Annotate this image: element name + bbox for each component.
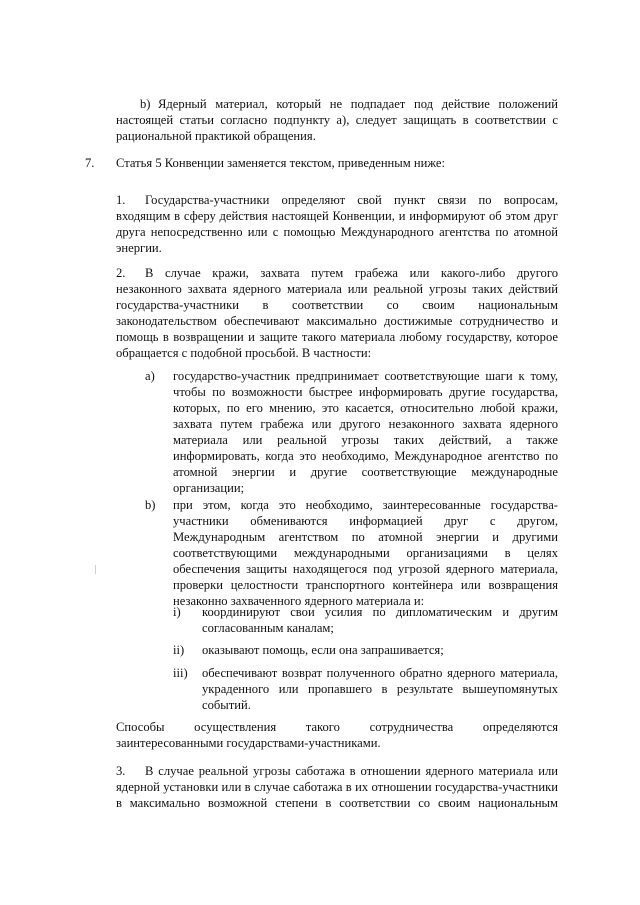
item-7-text: Статья 5 Конвенции заменяется текстом, приведенным ниже: bbox=[116, 156, 445, 170]
art5-p2-b-i-text: координируют свои усилия по дипломатическим и другим согласованным каналам; bbox=[202, 605, 558, 635]
art5-p2-closing: Способы осуществления такого сотрудничества определяются заинтересованными государствами-участниками. bbox=[116, 720, 558, 750]
art5-p1-number: 1. bbox=[116, 193, 126, 207]
art5-p2-b-iii-marker: iii) bbox=[173, 666, 188, 680]
art5-p2-b-i-marker: i) bbox=[173, 605, 181, 619]
art5-p2-text: В случае кражи, захвата путем грабежа или какого-либо другого незаконного захвата ядерного материала или реальной угрозы таких действий государства-участники в соответствии со своим национальным законодательством обеспечивают максимально достижимые сотрудничество и помощь в возвращении и защите такого материала любому государству, которое обращается с подобной просьбой. В частности: bbox=[116, 266, 558, 360]
scan-speck bbox=[95, 565, 96, 574]
art5-p2-number: 2. bbox=[116, 266, 126, 280]
art5-p2-a-text: государство-участник предпринимает соответствующие шаги к тому, чтобы по возможности быстрее информировать другие государства, которых, по его мнению, это касается, относительно любой кражи, захвата путем грабежа или другого незаконного захвата ядерного материала или реальной угрозы таких действий, а также информировать, когда это необходимо, Международное агентство по атомной энергии и другие соответствующие международные организации; bbox=[173, 369, 558, 495]
art5-p2-b-ii-text: оказывают помощь, если она запрашивается; bbox=[202, 643, 444, 657]
para-b-text: Ядерный материал, который не подпадает под действие положений настоящей статьи согласно подпункту а), следует защищать в соответствии с рациональной практикой обращения. bbox=[116, 97, 558, 143]
art5-p2-a-marker: a) bbox=[145, 369, 155, 383]
art5-p3-number: 3. bbox=[116, 764, 126, 778]
art5-p2-b-text: при этом, когда это необходимо, заинтересованные государства-участники обмениваются информацией друг с другом, Международным агентством по атомной энергии и другими соответствующими международными организациями в целях обеспечения защиты находящегося под угрозой ядерного материала, проверки целостности транспортного контейнера или возвращения незаконно захваченного ядерного материала и: bbox=[173, 498, 558, 608]
art5-p2-b-ii-marker: ii) bbox=[173, 643, 185, 657]
item-7-number: 7. bbox=[85, 156, 95, 170]
art5-p2-b-marker: b) bbox=[145, 498, 156, 512]
para-b-marker: b) bbox=[140, 97, 151, 111]
art5-p2-b-iii-text: обеспечивают возврат полученного обратно ядерного материала, украденного или пропавшего в результате вышеупомянутых событий. bbox=[202, 666, 558, 712]
art5-p3-text: В случае реальной угрозы саботажа в отношении ядерного материала или ядерной установки или в случае саботажа в их отношении государства-участники в максимально возможной степени в соответствии со своим национальным bbox=[116, 764, 558, 810]
art5-p1-text: Государства-участники определяют свой пункт связи по вопросам, входящим в сферу действия настоящей Конвенции, и информируют об этом друг друга непосредственно или с помощью Международного агентства по атомной энергии. bbox=[116, 193, 558, 255]
